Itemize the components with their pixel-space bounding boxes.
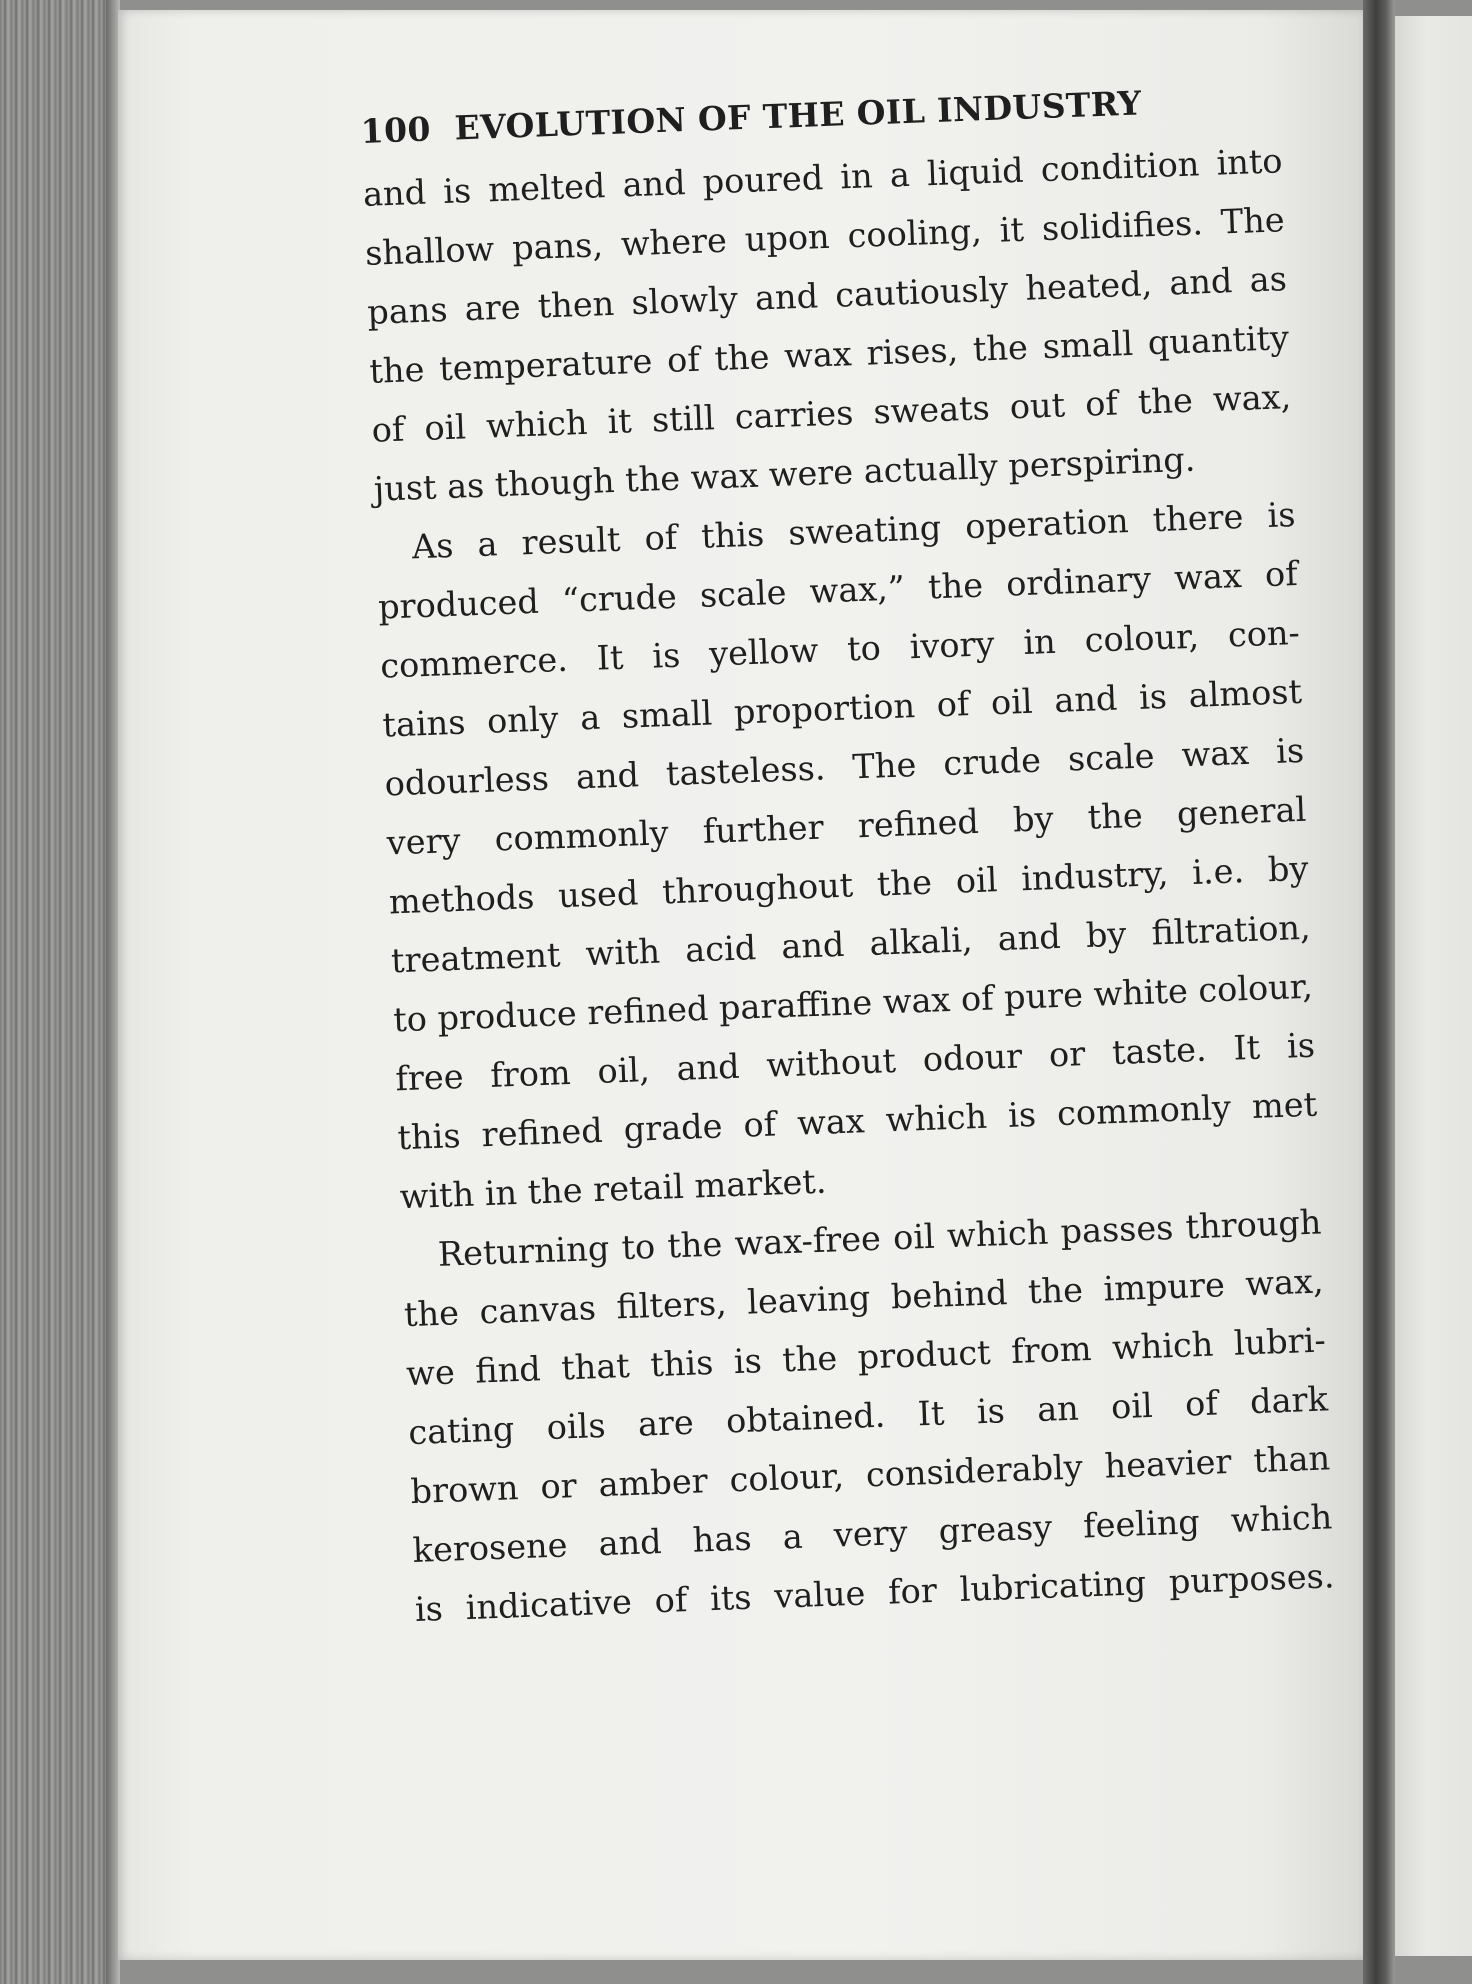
text-line: just as though the wax were actually perspiring. [373,439,1196,509]
text-line: this refined grade of wax which is commonly met [396,1084,1318,1158]
text-line: to produce refined paraffine wax of pure white colour, [392,966,1314,1040]
text-line: commerce. It is yellow to ivory in colour, con- [379,612,1301,686]
text-line: Returning to the wax-free oil which passes through [437,1202,1323,1274]
text-line: very commonly further refined by the general [386,789,1307,863]
text-line: the temperature of the wax rises, the small quantity [368,318,1290,391]
text-line: is indicative of its value for lubricating purposes. [414,1556,1336,1629]
text-line: kerosene and has a very greasy feeling which [412,1497,1333,1571]
text-line: tains only a small proportion of oil and is almost [381,671,1303,745]
text-line: cating oils are obtained. It is an oil of dark [407,1379,1329,1453]
facing-page [1395,16,1472,1956]
text-line: free from oil, and without odour or taste. It is [394,1025,1316,1099]
text-line: odourless and tasteless. The crude scale wax is [383,730,1305,804]
text-line: treatment with acid and alkali, and by filtration, [390,907,1312,981]
page-number: 100 [360,109,432,151]
paragraph-2 [375,485,1320,1226]
text-line: of oil which it still carries sweats out of the wax, [370,377,1292,450]
page-text [360,78,1335,1639]
running-title: EVOLUTION OF THE OIL INDUSTRY [453,83,1143,148]
paragraph-1 [362,131,1294,518]
text-line: the canvas filters, leaving behind the impure wax, [403,1261,1325,1335]
text-line: As a result of this sweating operation there is [411,495,1297,567]
text-line: produced “crude scale wax,” the ordinary wax of [377,553,1299,627]
text-line: methods used throughout the oil industry, i.e. by [388,848,1310,922]
text-line: pans are then slowly and cautiously heated, and as [366,259,1288,332]
text-line: and is melted and poured in a liquid condition into [362,141,1284,214]
text-line: we find that this is the product from which lubri- [405,1320,1327,1394]
book-page-edges [0,0,120,1984]
text-line: with in the retail market. [399,1161,828,1217]
text-line: shallow pans, where upon cooling, it solidifies. The [364,200,1286,273]
book-gutter [1363,0,1395,1984]
text-line: brown or amber colour, considerably heavier than [409,1438,1331,1512]
paragraph-3 [401,1193,1336,1639]
